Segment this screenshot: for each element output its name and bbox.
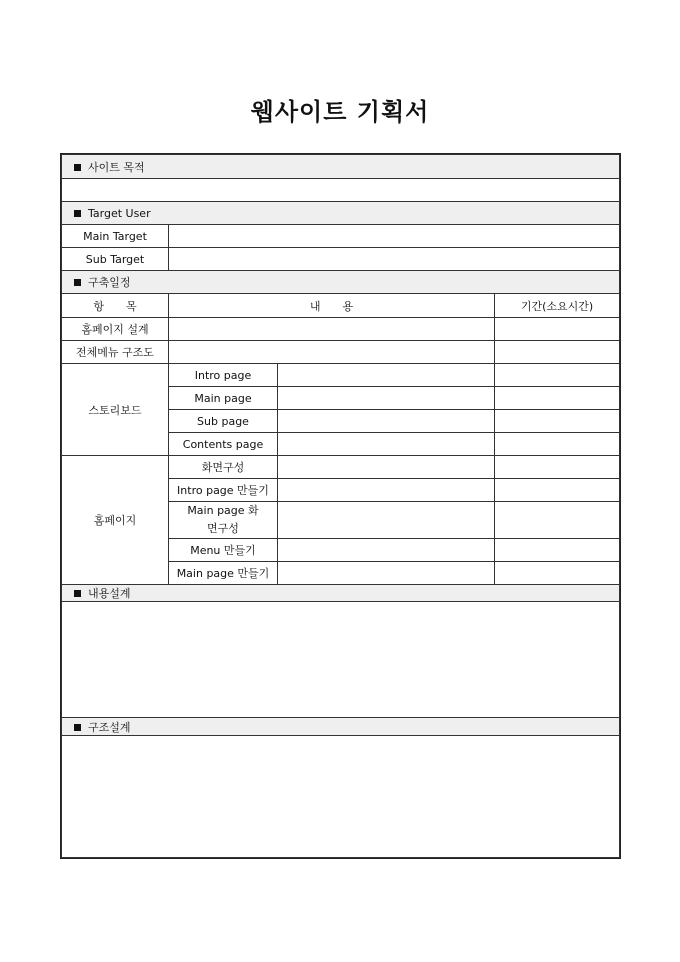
storyboard-item: Main page <box>169 387 278 410</box>
homepage-content-field[interactable] <box>278 479 495 502</box>
structure-design-field[interactable] <box>62 736 620 858</box>
homepage-design-period-field[interactable] <box>495 318 620 341</box>
sub-target-label: Sub Target <box>62 248 169 271</box>
square-bullet-icon <box>74 279 81 286</box>
square-bullet-icon <box>74 724 81 731</box>
header-item: 항 목 <box>62 294 169 318</box>
homepage-item: Main page 만들기 <box>169 562 278 585</box>
row-storyboard-label: 스토리보드 <box>62 364 169 456</box>
menu-structure-period-field[interactable] <box>495 341 620 364</box>
section-schedule-label: 구축일정 <box>88 276 131 289</box>
homepage-item: Intro page 만들기 <box>169 479 278 502</box>
section-content-label: 내용설계 <box>88 587 131 600</box>
homepage-content-field[interactable] <box>278 539 495 562</box>
storyboard-item: Contents page <box>169 433 278 456</box>
storyboard-content-field[interactable] <box>278 410 495 433</box>
homepage-item: 화면구성 <box>169 456 278 479</box>
homepage-period-field[interactable] <box>495 562 620 585</box>
square-bullet-icon <box>74 210 81 217</box>
section-structure-label: 구조설계 <box>88 720 131 734</box>
storyboard-period-field[interactable] <box>495 364 620 387</box>
storyboard-item: Intro page <box>169 364 278 387</box>
section-target-label: Target User <box>88 206 151 220</box>
section-purpose-label: 사이트 목적 <box>88 160 145 174</box>
section-structure <box>62 718 620 736</box>
square-bullet-icon <box>74 164 81 171</box>
homepage-design-content-field[interactable] <box>169 318 495 341</box>
plan-form-table <box>61 154 620 858</box>
section-target <box>62 202 620 225</box>
homepage-content-field[interactable] <box>278 562 495 585</box>
homepage-item: Menu 만들기 <box>169 539 278 562</box>
header-period: 기간(소요시간) <box>495 294 620 318</box>
row-homepage-design-label: 홈페이지 설계 <box>62 318 169 341</box>
storyboard-period-field[interactable] <box>495 433 620 456</box>
homepage-item-text: Main page 화면구성 <box>187 504 259 535</box>
homepage-period-field[interactable] <box>495 456 620 479</box>
main-target-field[interactable] <box>169 225 620 248</box>
menu-structure-content-field[interactable] <box>169 341 495 364</box>
document-title: 웹사이트 기획서 <box>250 98 430 126</box>
storyboard-content-field[interactable] <box>278 433 495 456</box>
homepage-period-field[interactable] <box>495 502 620 539</box>
row-homepage-label: 홈페이지 <box>62 456 169 585</box>
storyboard-item: Sub page <box>169 410 278 433</box>
section-content <box>62 585 620 602</box>
main-target-label: Main Target <box>62 225 169 248</box>
storyboard-content-field[interactable] <box>278 387 495 410</box>
homepage-period-field[interactable] <box>495 479 620 502</box>
header-content: 내 용 <box>169 294 495 318</box>
homepage-content-field[interactable] <box>278 502 495 539</box>
section-purpose <box>62 155 620 179</box>
row-menu-structure-label: 전체메뉴 구조도 <box>62 341 169 364</box>
sub-target-field[interactable] <box>169 248 620 271</box>
purpose-field[interactable] <box>62 179 620 202</box>
homepage-period-field[interactable] <box>495 539 620 562</box>
homepage-item <box>169 502 278 539</box>
storyboard-period-field[interactable] <box>495 410 620 433</box>
square-bullet-icon <box>74 590 81 597</box>
content-design-field[interactable] <box>62 602 620 718</box>
section-schedule <box>62 271 620 294</box>
storyboard-period-field[interactable] <box>495 387 620 410</box>
storyboard-content-field[interactable] <box>278 364 495 387</box>
homepage-content-field[interactable] <box>278 456 495 479</box>
